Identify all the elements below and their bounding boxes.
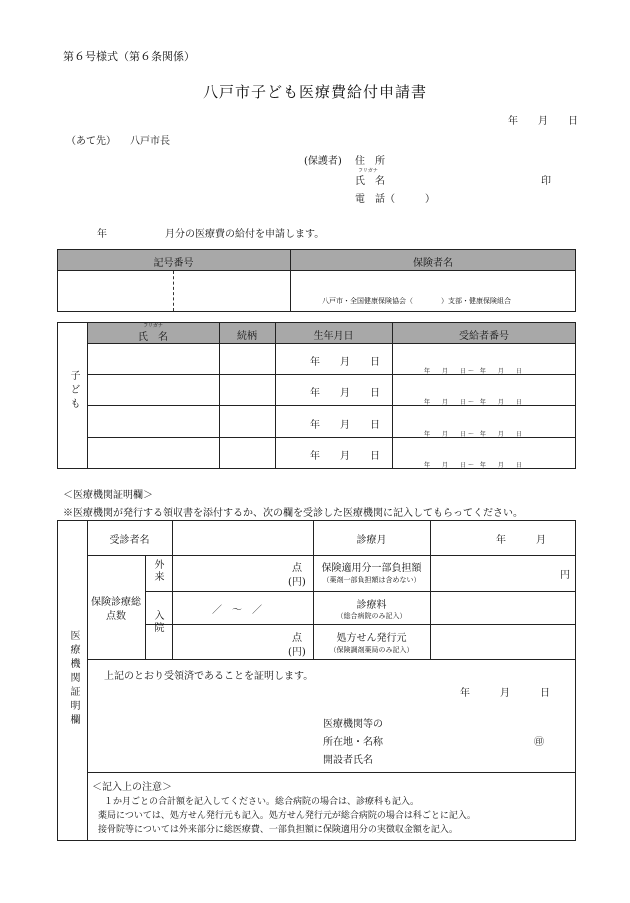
copay-note: （薬剤一部負担額は含めない） <box>322 576 421 584</box>
period-row-1: 年 月 日 〜 年 月 日 <box>424 368 522 375</box>
prescription-note: （保険調剤薬局のみ記入） <box>329 646 414 654</box>
page-title: 八戸市子ども医療費給付申請書 <box>202 83 427 101</box>
guardian-name-label: 氏 名 <box>355 176 385 187</box>
child-side-label: 子ども <box>68 370 79 412</box>
request-text: 月分の医療費の給付を申請します。 <box>165 229 325 240</box>
outpatient-yen-unit: (円) <box>288 577 306 588</box>
notes-heading: ＜記入上の注意＞ <box>92 782 172 793</box>
certify-date: 年 月 日 <box>460 688 550 699</box>
facility-label-3: 開設者氏名 <box>323 755 373 766</box>
insurer-options: 八戸市・全国健康保険協会（ ）支部・健康保険組合 <box>322 297 511 305</box>
consult-month-label: 診療月 <box>356 535 387 546</box>
facility-label-1: 医療機関等の <box>323 719 383 730</box>
period-row-4: 年 月 日 〜 年 月 日 <box>424 462 522 469</box>
application-date: 年 月 日 <box>508 116 578 127</box>
certify-text: 上記のとおり受領済であることを証明します。 <box>104 671 314 682</box>
inpatient-points-unit: 点 <box>292 633 302 644</box>
addressee-name: 八戸市長 <box>130 136 170 147</box>
period-row-2: 年 月 日 〜 年 月 日 <box>424 399 522 406</box>
period-row-3: 年 月 日 〜 年 月 日 <box>424 431 522 438</box>
notes-line-3: 接骨院等については外来部分に総医療費、一部負担額に保険適用分の実徴収金額を記入。 <box>98 825 458 835</box>
prescription-label: 処方せん発行元 <box>336 633 407 644</box>
inpatient-date-range: ／ 〜 ／ <box>212 605 262 616</box>
form-number: 第６号様式（第６条関係） <box>63 50 195 63</box>
seal-label: 印 <box>541 176 551 187</box>
guardian-address-label: 住 所 <box>355 156 385 167</box>
insurer-name-header: 保険者名 <box>413 258 453 269</box>
outpatient-points-unit: 点 <box>292 563 302 574</box>
recipient-number-header: 受給者番号 <box>459 331 509 342</box>
birth-row-1: 年 月 日 <box>310 357 380 368</box>
inpatient-yen-unit: (円) <box>288 647 306 658</box>
guardian-label: (保護者) <box>304 156 342 167</box>
consult-year-month: 年 月 <box>496 535 546 546</box>
notes-line-1: １か月ごとの合計額を記入してください。総合病院の場合は、診療科も記入。 <box>104 797 420 807</box>
facility-seal-mark: ㊞ <box>534 737 544 748</box>
exam-fee-label: 診療料 <box>356 600 387 611</box>
copay-yen: 円 <box>560 570 570 581</box>
copay-label: 保険適用分一部負担額 <box>321 563 422 574</box>
medical-side-label: 医療機関証明欄 <box>68 630 79 728</box>
symbol-number-header: 記号番号 <box>153 258 194 269</box>
outpatient-label: 外来 <box>152 559 163 583</box>
child-furigana-header: フリガナ <box>143 323 163 329</box>
relation-header: 続柄 <box>237 331 257 342</box>
medical-note: ※医療機関が発行する領収書を添付するか、次の欄を受診した医療機関に記入してもらってください。 <box>63 508 523 519</box>
patient-name-label: 受診者名 <box>109 535 150 546</box>
guardian-phone-label: 電 話（ ） <box>355 194 435 205</box>
birthdate-header: 生年月日 <box>313 331 354 342</box>
medical-heading: ＜医療機関証明欄＞ <box>63 490 153 501</box>
addressee-label: （あて先） <box>66 136 116 147</box>
child-name-header: 氏 名 <box>138 332 168 343</box>
birth-row-2: 年 月 日 <box>310 388 380 399</box>
guardian-furigana-label: フリガナ <box>358 168 378 174</box>
notes-line-2: 薬局については、処方せん発行元も記入。処方せん発行元が総合病院の場合は科ごとに記入。 <box>98 811 476 821</box>
birth-row-4: 年 月 日 <box>310 451 380 462</box>
insurance-points-label: 保険診療総点数 <box>91 597 141 622</box>
birth-row-3: 年 月 日 <box>310 420 380 431</box>
facility-label-2: 所在地・名称 <box>323 737 383 748</box>
exam-fee-note: （総合病院のみ記入） <box>336 612 407 620</box>
request-year: 年 <box>97 229 107 240</box>
inpatient-label: 入院 <box>152 610 163 634</box>
